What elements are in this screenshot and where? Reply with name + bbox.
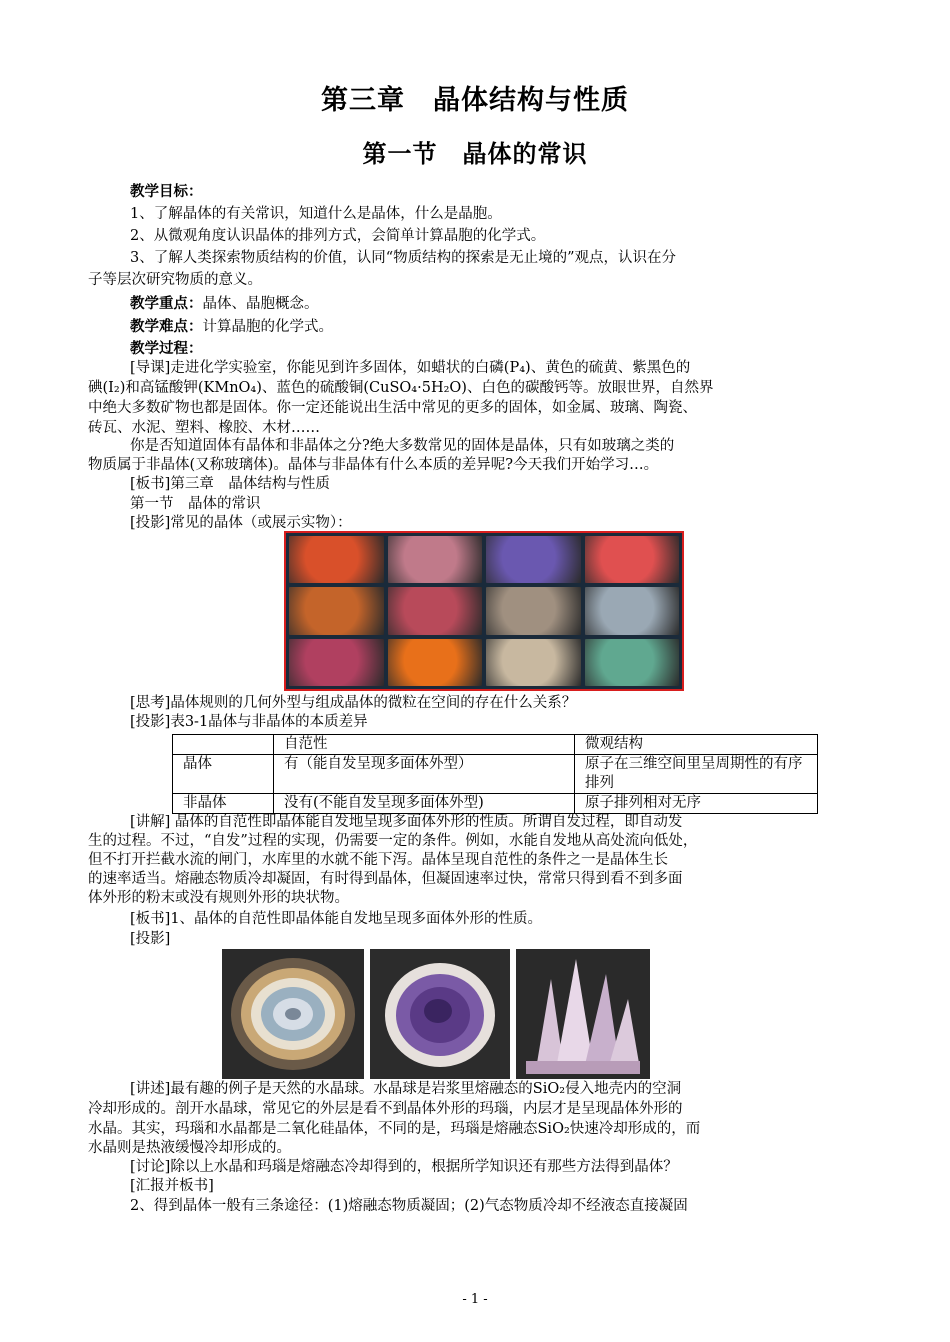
crystal-sample-image — [585, 639, 680, 686]
lecture-line: [讲述]最有趣的例子是天然的水晶球。水晶球是岩浆里熔融态的SiO₂侵入地壳内的空洞 — [130, 1081, 682, 1097]
crystal-sample-image — [585, 536, 680, 583]
difficulty: 教学难点：计算晶胞的化学式。 — [130, 319, 333, 335]
crystal-sample-image — [388, 587, 483, 634]
page-number: - 1 - — [462, 1292, 488, 1307]
answer-line: 2、得到晶体一般有三条途径：(1)熔融态物质凝固；(2)气态物质冷却不经液态直接凝固 — [130, 1198, 688, 1214]
crystal-sample-image — [289, 587, 384, 634]
report-line: [汇报并板书] — [130, 1178, 214, 1194]
geode-photo — [370, 949, 510, 1079]
projection-note: [投影]常见的晶体（或展示实物）： — [130, 515, 352, 531]
goal-line: 3、了解人类探索物质结构的价值，认同“物质结构的探索是无止境的”观点，认识在分 — [130, 250, 677, 266]
table-header-row — [173, 735, 818, 755]
crystal-sample-image — [289, 639, 384, 686]
intro-line: 砖瓦、水泥、塑料、橡胶、木材…… — [88, 420, 320, 436]
key-point: 教学重点：晶体、晶胞概念。 — [130, 296, 319, 312]
table-cell: 原子在三维空间里呈周期性的有序排列 — [575, 755, 818, 794]
question-line: 你是否知道固体有晶体和非晶体之分?绝大多数常见的固体是晶体，只有如玻璃之类的 — [130, 438, 675, 454]
intro-line: 碘(I₂)和高锰酸钾(KMnO₄)、蓝色的硫酸铜(CuSO₄·5H₂O)、白色的碳酸钙等。放眼世界，自然界 — [88, 380, 714, 396]
crystal-sample-image — [289, 536, 384, 583]
crystal-sample-image — [486, 536, 581, 583]
lecture-line: 的速率适当。熔融态物质冷却凝固，有时得到晶体，但凝固速率过快，常常只得到看不到多面 — [88, 871, 683, 887]
think-line: [思考]晶体规则的几何外型与组成晶体的微粒在空间的存在什么关系？ — [130, 695, 577, 711]
board-note: [板书]第三章 晶体结构与性质 — [130, 476, 330, 492]
lecture-line: 冷却形成的。剖开水晶球，常见它的外层是看不到晶体外形的玛瑙，内层才是呈现晶体外形的 — [88, 1101, 683, 1117]
crystal-sample-image — [486, 587, 581, 634]
lecture-line: 水晶。其实，玛瑙和水晶都是二氧化硅晶体，不同的是，玛瑙是熔融态SiO₂快速冷却形成的，而 — [88, 1121, 701, 1137]
lecture-line: 但不打开拦截水流的闸门，水库里的水就不能下泻。晶体呈现自范性的条件之一是晶体生长 — [88, 852, 668, 868]
crystal-sample-image — [585, 587, 680, 634]
table-header-cell — [173, 735, 274, 755]
lecture-line: 水晶则是热液缓慢冷却形成的。 — [88, 1140, 291, 1156]
goal-line: 子等层次研究物质的意义。 — [88, 272, 262, 288]
table-cell: 晶体 — [173, 755, 274, 794]
table-cell: 有（能自发呈现多面体外型） — [274, 755, 575, 794]
lecture-line: [讲解] 晶体的自范性即晶体能自发地呈现多面体外形的性质。所谓自发过程，即自动发 — [130, 814, 683, 830]
section-title: 第一节 晶体的常识 — [362, 140, 588, 168]
board-note: [板书]1、晶体的自范性即晶体能自发地呈现多面体外形的性质。 — [130, 911, 543, 927]
table-cell: 非晶体 — [173, 794, 274, 814]
agate-photo — [222, 949, 364, 1079]
crystal-sample-image — [388, 639, 483, 686]
intro-line: 中绝大多数矿物也都是固体。你一定还能说出生活中常见的更多的固体，如金属、玻璃、陶瓷、 — [88, 400, 697, 416]
projection-note: [投影] — [130, 931, 171, 947]
table-cell: 没有(不能自发呈现多面体外型) — [274, 794, 575, 814]
crystal-sample-image — [388, 536, 483, 583]
discussion-line: [讨论]除以上水晶和玛瑙是熔融态冷却得到的，根据所学知识还有那些方法得到晶体？ — [130, 1159, 678, 1175]
table-header-cell: 微观结构 — [575, 735, 818, 755]
projection-note: [投影]表3-1晶体与非晶体的本质差异 — [130, 714, 368, 730]
lecture-line: 体外形的粉末或没有规则外形的块状物。 — [88, 890, 349, 906]
process-heading: 教学过程： — [130, 341, 203, 357]
comparison-table — [172, 734, 818, 814]
table-row — [173, 794, 818, 814]
board-note: 第一节 晶体的常识 — [130, 496, 261, 512]
table-cell: 原子排列相对无序 — [575, 794, 818, 814]
goal-line: 1、了解晶体的有关常识，知道什么是晶体，什么是晶胞。 — [130, 206, 502, 222]
intro-line: [导课]走进化学实验室，你能见到许多固体，如蜡状的白磷(P₄)、黄色的硫黄、紫黑色的 — [130, 360, 691, 376]
goal-line: 2、从微观角度认识晶体的排列方式，会简单计算晶胞的化学式。 — [130, 228, 546, 244]
question-line: 物质属于非晶体(又称玻璃体)。晶体与非晶体有什么本质的差异呢?今天我们开始学习…。 — [88, 457, 659, 473]
table-header-cell: 自范性 — [274, 735, 575, 755]
crystal-photo-grid — [284, 531, 684, 691]
lecture-line: 生的过程。不过，“自发”过程的实现，仍需要一定的条件。例如，水能自发地从高处流向低处， — [88, 833, 698, 849]
goals-heading: 教学目标： — [130, 184, 203, 200]
table-row — [173, 755, 818, 794]
quartz-crystal-photo — [516, 949, 650, 1079]
chapter-title: 第三章 晶体结构与性质 — [321, 85, 629, 116]
crystal-sample-image — [486, 639, 581, 686]
